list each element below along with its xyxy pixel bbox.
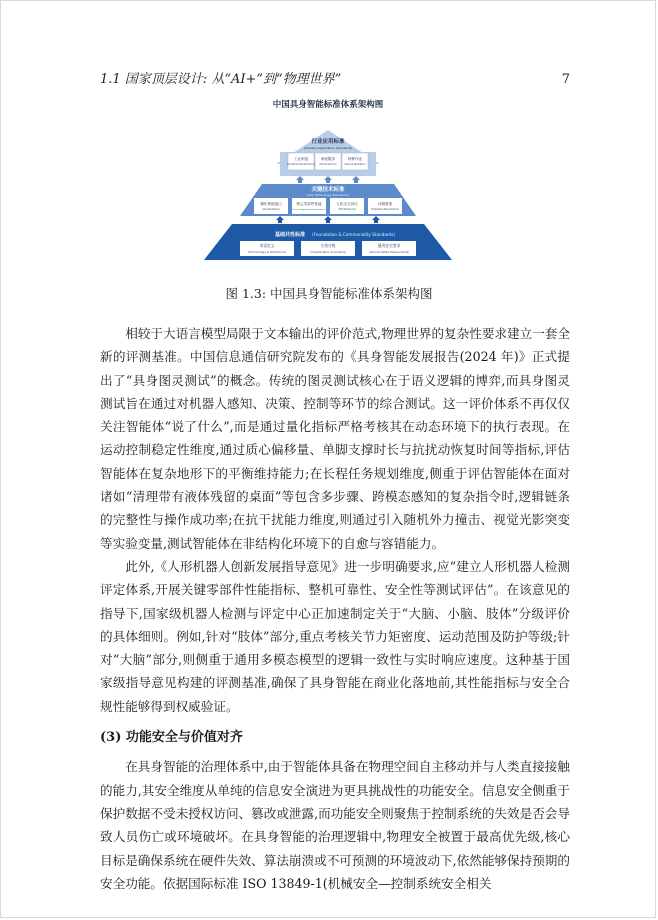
section-title: 1.1 国家顶层设计: 从“AI+”到“物理世界” <box>100 72 342 87</box>
top-box-2-en: (Home Service) <box>319 163 337 166</box>
paragraph-3: 在具身智能的治理体系中,由于智能体具备在物理空间自主移动并与人类直接接触的能力,其安全维度从单纯的信息安全演进为更具挑战性的功能安全。信息安全侧重于保护数据不受未授权访问、篡改或泄露,而功能安全则聚焦于控制系统的失效是否会导致人员伤亡或环境破坏。在具身智能的治理逻辑中,物理安全被置于最高优先级,核心目标是确保系统在硬件失效、算法崩溃或不可预测的环境波动下,依然能够保持预期的安全功能。依据国际标准 ISO 13849-1(机械安全—控制系统安全相关 <box>100 759 570 891</box>
middle-tier-title: 关键技术标准 <box>311 187 345 193</box>
middle-box-2-cn: 核心零部件性能 <box>296 202 322 206</box>
top-tier-subtitle: (Industry Application Standards) <box>303 146 353 150</box>
base-box-1-cn: 术语定义 <box>259 243 275 248</box>
top-box-3 <box>342 153 368 170</box>
figure-title: 中国具身智能标准体系架构图 <box>272 100 384 110</box>
paragraph-1: 相较于大语言模型局限于文本输出的评价范式,物理世界的复杂性要求建立一套全新的评测基准。中国信息通信研究院发布的《具身智能发展报告(2024 年)》正式提出了“具身图灵测试”的概念。传统的图灵测试核心在于语义逻辑的博弈,而具身图灵测试旨在通过对机器人感知、决策、控制等环节的综合测试。这一评价体系不再仅仅关注智能体“说了什么”,而是通过量化指标严格考核其在动态环境下的执行表现。在运动控制稳定性维度,通过质心偏移量、单脚支撑时长与抗扰动恢复时间等指标,评估智能体在复杂地形下的平衡维持能力;在长程任务规划维度,侧重于评估智能体在面对诸如“清理带有液体残留的桌面”等包含多步骤、跨模态感知的复杂指令时,逻辑链条的完整性与操作成功率;在抗干扰能力维度,则通过引入随机外力撞击、视觉光影突变等实验变量,测试智能体在非结构化环境下的自愈与容错能力。 <box>100 326 570 551</box>
top-box-2 <box>315 153 341 170</box>
section-heading: (3) 功能安全与价值对齐 <box>100 730 243 746</box>
middle-tier-subtitle: (Key Technology Standards) <box>307 193 349 197</box>
middle-box-2-en: (Core Component Performance) <box>292 209 326 211</box>
arrows-lower <box>276 216 380 223</box>
base-box-2-cn: 分类分级 <box>320 243 336 248</box>
base-tier-boxes <box>240 241 416 256</box>
top-tier-boxes <box>287 153 368 170</box>
base-box-3-en: (General Safety Requirements) <box>368 251 410 254</box>
top-box-3-en: (Special Operation) <box>344 163 366 166</box>
middle-box-3 <box>330 198 364 214</box>
body-text <box>100 322 570 895</box>
standards-pyramid-figure <box>170 96 486 268</box>
middle-box-3-cn: 人机交互协议 <box>336 202 358 206</box>
page-number: 7 <box>561 72 570 87</box>
top-tier-title: 行业应用标准 <box>311 139 345 145</box>
figure-caption: 图 1.3: 中国具身智能标准体系架构图 <box>225 286 433 301</box>
middle-box-4-en: (Evaluation Benchmarks) <box>371 208 399 211</box>
base-box-1-en: (Terminology & Definitions) <box>247 250 287 254</box>
middle-box-1 <box>254 198 288 214</box>
middle-box-2 <box>292 198 326 214</box>
base-tier-title: 基础共性标准 <box>275 232 306 238</box>
arrows-upper <box>296 176 360 183</box>
running-header <box>100 68 570 87</box>
paragraph-2: 此外,《人形机器人创新发展指导意见》进一步明确要求,应“建立人形机器人检测评定体系,开展关键零部件性能指标、整机可靠性、安全性等测试评估”。在该意见的指导下,国家级机器人检测与评定中心正加速制定关于“大脑、小脑、肢体”分级评价的具体细则。例如,针对“肢体”部分,重点考核关节力矩密度、运动范围及防护等级;针对“大脑”部分,则侧重于通用多模态模型的逻辑一致性与实时响应速度。这种基于国家级指导意见构建的评测基准,确保了具身智能在商业化落地前,其性能指标与安全合规性能够得到权威验证。 <box>100 558 570 714</box>
top-box-1-en: (Industrial Manufacturing) <box>286 163 316 166</box>
base-tier-subtitle: (Foundation & Commonality Standards) <box>312 232 396 237</box>
top-box-3-cn: 特种作业 <box>347 157 363 161</box>
middle-box-1-en: (OS Interfaces) <box>262 208 280 211</box>
pyramid-diagram <box>170 96 486 268</box>
middle-box-4-cn: 评测基准 <box>377 202 393 206</box>
middle-box-3-en: (HRI Protocols) <box>338 208 356 211</box>
top-box-1 <box>288 153 314 170</box>
middle-box-4 <box>368 198 402 214</box>
top-box-1-cn: 工业制造 <box>293 157 309 161</box>
base-box-3-cn: 通用安全要求 <box>377 243 401 248</box>
top-box-2-cn: 家庭服务 <box>320 157 336 161</box>
base-box-2-en: (Classification & Grading) <box>310 250 346 254</box>
middle-box-1-cn: 操作系统接口 <box>260 202 282 206</box>
